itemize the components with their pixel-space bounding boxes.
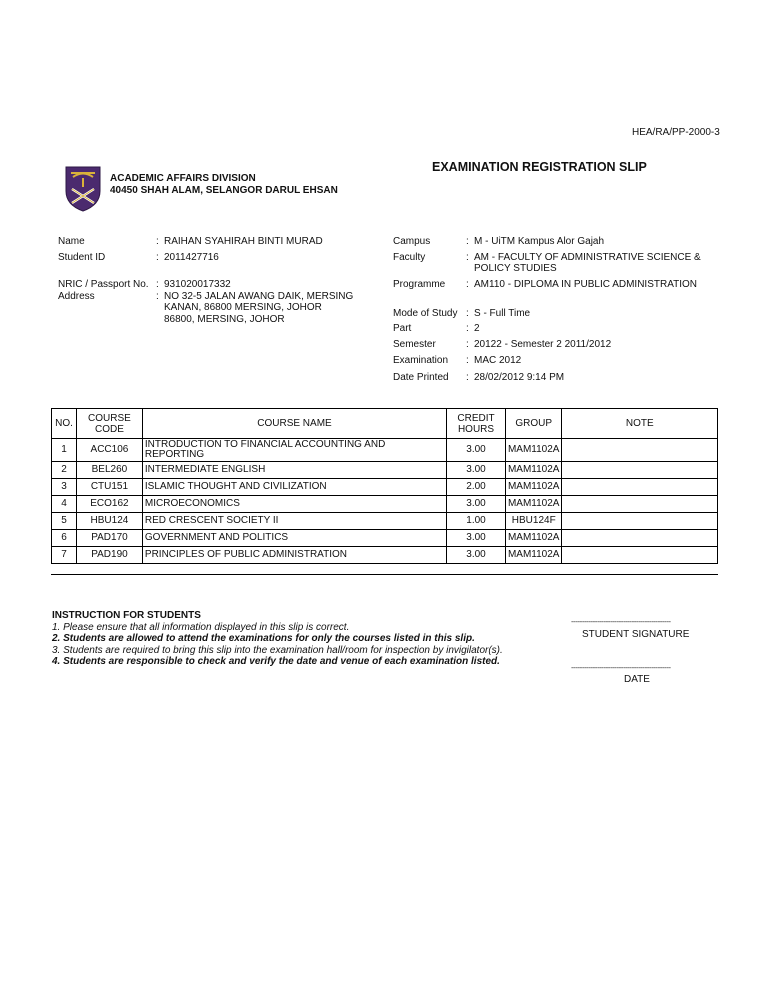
address-line-2: KANAN, 86800 MERSING, JOHOR [164, 302, 322, 313]
row-credit-hours: 3.00 [447, 439, 506, 462]
nric-value: 931020017332 [164, 279, 231, 290]
instruction-item: 4. Students are responsible to check and verify the date and venue of each examination listed. [52, 656, 500, 667]
examination-label: Examination [393, 355, 449, 366]
document-reference: HEA/RA/PP-2000-3 [632, 127, 720, 138]
mode-of-study-value: S - Full Time [474, 308, 531, 319]
row-no: 7 [52, 547, 77, 564]
instructions-heading: INSTRUCTION FOR STUDENTS [52, 610, 201, 621]
nric-label: NRIC / Passport No. [58, 279, 149, 290]
header-note: NOTE [562, 409, 718, 439]
instructions-block [52, 610, 503, 668]
semester-value: 20122 - Semester 2 2011/2012 [474, 339, 612, 350]
student-name: RAIHAN SYAHIRAH BINTI MURAD [164, 236, 323, 247]
header-credit-line-2: HOURS [457, 423, 495, 435]
colon: : [466, 339, 469, 350]
row-credit-hours: 3.00 [447, 547, 506, 564]
colon: : [466, 323, 469, 334]
table-bottom-rule [51, 574, 718, 575]
organization-address: 40450 SHAH ALAM, SELANGOR DARUL EHSAN [110, 185, 338, 196]
campus-label: Campus [393, 236, 431, 247]
row-course-code: ACC106 [76, 439, 142, 462]
address-line-3: 86800, MERSING, JOHOR [164, 314, 285, 325]
row-credit-hours: 3.00 [447, 496, 506, 513]
row-course-name-line-1: INTRODUCTION TO FINANCIAL ACCOUNTING AND [144, 439, 386, 450]
colon: : [466, 252, 469, 263]
row-group: HBU124F [505, 513, 562, 530]
faculty-line-1: AM - FACULTY OF ADMINISTRATIVE SCIENCE & [474, 252, 701, 263]
row-note [562, 496, 718, 513]
row-credit-hours: 3.00 [447, 462, 506, 479]
colon: : [156, 252, 159, 263]
organization-name: ACADEMIC AFFAIRS DIVISION [110, 173, 256, 184]
header-credit-line-1: CREDIT [457, 412, 495, 424]
part-label: Part [393, 323, 412, 334]
programme-label: Programme [393, 279, 446, 290]
row-course-code: BEL260 [76, 462, 142, 479]
row-course-code: PAD170 [76, 530, 142, 547]
row-note [562, 439, 718, 462]
mode-of-study-label: Mode of Study [393, 308, 458, 319]
row-course-name: RED CRESCENT SOCIETY II [142, 513, 446, 530]
row-group: MAM1102A [505, 530, 562, 547]
examination-value: MAC 2012 [474, 355, 522, 366]
row-no: 3 [52, 479, 77, 496]
row-no: 1 [52, 439, 77, 462]
instruction-item: 2. Students are allowed to attend the examinations for only the courses listed in this slip. [52, 633, 475, 644]
student-id: 2011427716 [164, 252, 219, 263]
page-title: EXAMINATION REGISTRATION SLIP [432, 160, 647, 174]
colon: : [156, 291, 159, 302]
row-course-name-line-2: REPORTING [144, 449, 205, 460]
header-course-name: COURSE NAME [142, 409, 446, 439]
row-no: 2 [52, 462, 77, 479]
table-row [52, 496, 718, 513]
row-note [562, 513, 718, 530]
row-credit-hours: 2.00 [447, 479, 506, 496]
table-row [52, 530, 718, 547]
header-group: GROUP [505, 409, 562, 439]
organization-header [110, 173, 338, 197]
colon: : [466, 372, 469, 383]
part-value: 2 [474, 323, 480, 334]
student-id-label: Student ID [58, 252, 106, 263]
colon: : [466, 279, 469, 290]
row-group: MAM1102A [505, 547, 562, 564]
date-printed-value: 28/02/2012 9:14 PM [474, 372, 565, 383]
student-signature-label: STUDENT SIGNATURE [582, 629, 690, 640]
header-credit-hours [447, 409, 506, 439]
row-no: 5 [52, 513, 77, 530]
table-row [52, 513, 718, 530]
faculty-line-2: POLICY STUDIES [474, 263, 557, 274]
row-course-name: PRINCIPLES OF PUBLIC ADMINISTRATION [142, 547, 446, 564]
row-course-name: ISLAMIC THOUGHT AND CIVILIZATION [142, 479, 446, 496]
date-line: ---------------------------------------------- [571, 663, 671, 672]
table-header-row [52, 409, 718, 439]
table-row [52, 479, 718, 496]
university-crest-logo [64, 165, 102, 213]
row-course-name: INTERMEDIATE ENGLISH [142, 462, 446, 479]
course-table [51, 408, 718, 564]
address-label: Address [58, 291, 95, 302]
row-course-code: CTU151 [76, 479, 142, 496]
header-course-code-line-2: CODE [94, 423, 124, 435]
row-course-name: MICROECONOMICS [142, 496, 446, 513]
row-course-code: PAD190 [76, 547, 142, 564]
colon: : [156, 236, 159, 247]
student-signature-line: ---------------------------------------------- [571, 617, 671, 626]
header-course-code [76, 409, 142, 439]
row-course-code: HBU124 [76, 513, 142, 530]
date-printed-label: Date Printed [393, 372, 449, 383]
row-note [562, 462, 718, 479]
name-label: Name [58, 236, 85, 247]
row-group: MAM1102A [505, 439, 562, 462]
row-course-name [142, 439, 446, 462]
colon: : [466, 308, 469, 319]
row-credit-hours: 3.00 [447, 530, 506, 547]
header-course-code-line-1: COURSE [88, 412, 131, 424]
semester-label: Semester [393, 339, 436, 350]
row-group: MAM1102A [505, 479, 562, 496]
row-note [562, 479, 718, 496]
row-group: MAM1102A [505, 462, 562, 479]
colon: : [466, 355, 469, 366]
colon: : [156, 279, 159, 290]
instruction-item: 3. Students are required to bring this slip into the examination hall/room for inspection by invigilator(s). [52, 644, 503, 656]
programme-value: AM110 - DIPLOMA IN PUBLIC ADMINISTRATION [474, 279, 698, 290]
row-note [562, 547, 718, 564]
row-credit-hours: 1.00 [447, 513, 506, 530]
address-line-1: NO 32-5 JALAN AWANG DAIK, MERSING [164, 291, 354, 302]
faculty-label: Faculty [393, 252, 426, 263]
colon: : [466, 236, 469, 247]
row-course-name: GOVERNMENT AND POLITICS [142, 530, 446, 547]
table-row [52, 462, 718, 479]
header-no: NO. [52, 409, 77, 439]
table-row [52, 547, 718, 564]
instruction-item: 1. Please ensure that all information displayed in this slip is correct. [52, 621, 350, 633]
row-no: 4 [52, 496, 77, 513]
date-label: DATE [624, 674, 650, 685]
row-course-code: ECO162 [76, 496, 142, 513]
row-no: 6 [52, 530, 77, 547]
table-row [52, 439, 718, 462]
row-note [562, 530, 718, 547]
campus-value: M - UiTM Kampus Alor Gajah [474, 236, 605, 247]
row-group: MAM1102A [505, 496, 562, 513]
